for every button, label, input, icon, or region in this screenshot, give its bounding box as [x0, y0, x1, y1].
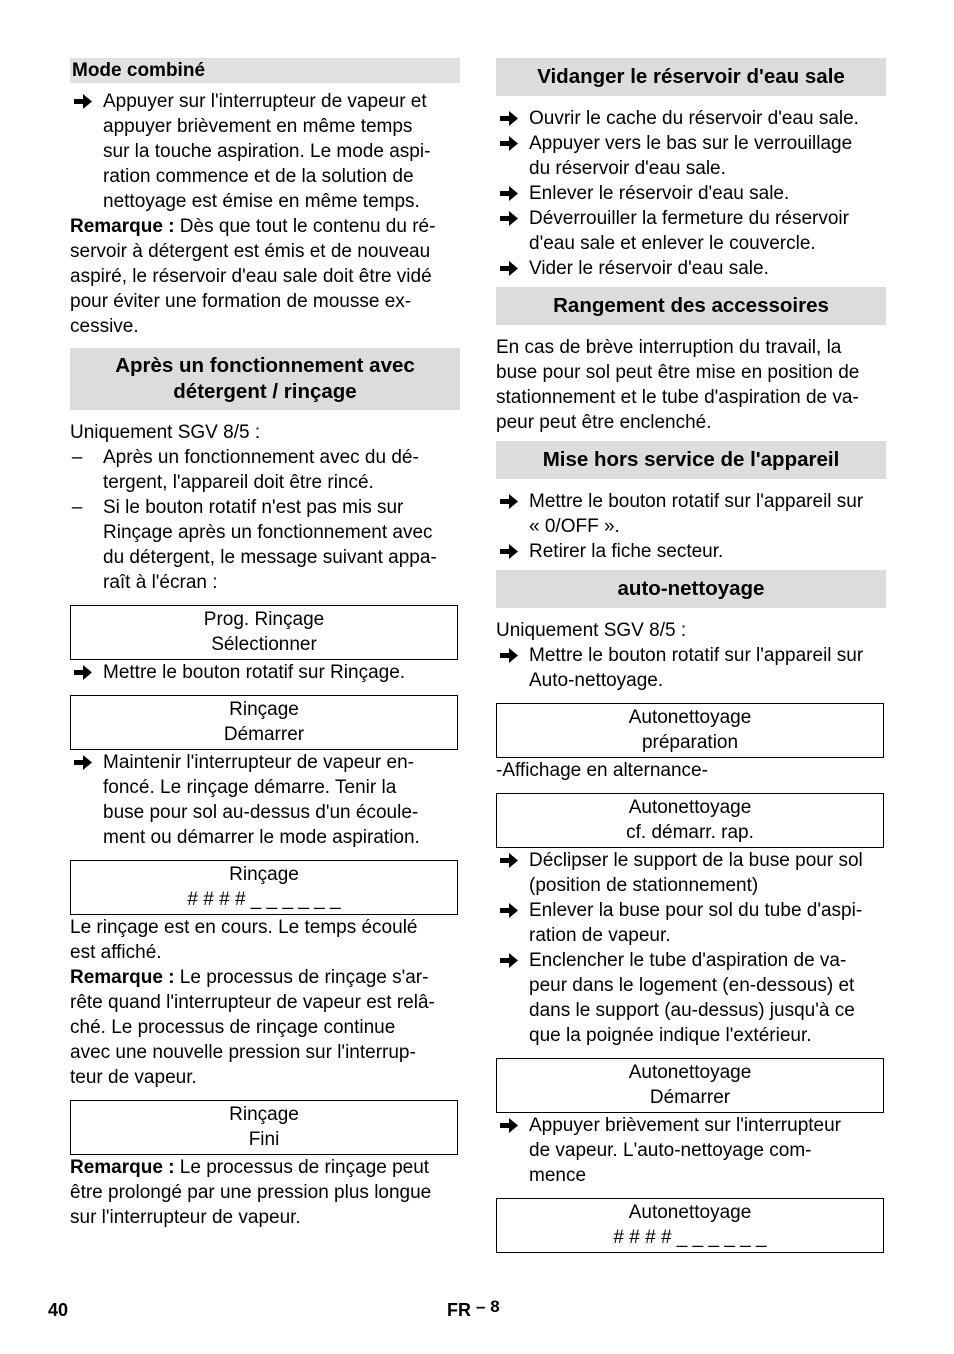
- text-line: rête quand l'interrupteur de vapeur est relâ-: [70, 992, 435, 1013]
- display-box: [70, 860, 458, 915]
- text-line: cessive.: [70, 316, 139, 337]
- list-item: [496, 848, 886, 898]
- list-item: [496, 131, 886, 181]
- note-label: Remarque :: [70, 216, 175, 237]
- arrow-right-icon: [498, 206, 520, 231]
- arrow-right-icon: [498, 848, 520, 873]
- arrow-right-icon: [72, 750, 94, 775]
- arrow-right-icon: [498, 181, 520, 206]
- mode-combine-heading: Mode combiné: [70, 58, 460, 83]
- left-column: [70, 58, 460, 1230]
- display-line: Prog. Rinçage: [203, 609, 325, 630]
- text-line: aspiré, le réservoir d'eau sale doit être vidé: [70, 266, 432, 287]
- display-line: Autonettoyage: [628, 707, 752, 728]
- auto-nettoyage-heading: auto-nettoyage: [496, 570, 886, 608]
- rangement-text: [496, 335, 886, 435]
- list-item: [496, 539, 886, 564]
- text-line: appuyer brièvement en même temps: [103, 116, 413, 137]
- text-line: Appuyer brièvement sur l'interrupteur: [529, 1115, 841, 1136]
- text-line: foncé. Le rinçage démarre. Tenir la: [103, 777, 397, 798]
- text-line: buse pour sol peut être mise en position de: [496, 362, 860, 383]
- note-label: Remarque :: [70, 967, 175, 988]
- display-line: Rinçage: [229, 1104, 299, 1125]
- heading-line: Après un fonctionnement avec: [115, 354, 415, 377]
- heading-line: détergent / rinçage: [173, 380, 357, 403]
- display-line: préparation: [641, 732, 739, 753]
- text-line: Retirer la fiche secteur.: [529, 541, 724, 562]
- list-item: [496, 948, 886, 1048]
- text-line: Rinçage après un fonctionnement avec: [103, 522, 433, 543]
- text-line: Après un fonctionnement avec du dé-: [103, 447, 419, 468]
- intro-text: Uniquement SGV 8/5 :: [70, 422, 261, 443]
- text-line: « 0/OFF ».: [529, 516, 620, 537]
- text-line: ration de vapeur.: [529, 925, 671, 946]
- display-box: [70, 1100, 458, 1155]
- display-line: cf. démarr. rap.: [626, 822, 754, 843]
- display-line: Rinçage: [229, 699, 299, 720]
- text-line: ché. Le processus de rinçage continue: [70, 1017, 396, 1038]
- list-item: [496, 489, 886, 539]
- note-mode-combine: [70, 214, 460, 339]
- list-item: [496, 256, 886, 281]
- text-line: du réservoir d'eau sale.: [529, 158, 726, 179]
- display-box: [496, 703, 884, 758]
- text-line: mence: [529, 1165, 587, 1186]
- arrow-right-icon: [72, 89, 94, 114]
- text-line: Appuyer vers le bas sur le verrouillage: [529, 133, 853, 154]
- text-line: Dès que tout le contenu du ré-: [174, 216, 436, 237]
- text-line: stationnement et le tube d'aspiration de va-: [496, 387, 859, 408]
- page-footer-label: [447, 1298, 500, 1323]
- text-line: être prolongé par une pression plus longue: [70, 1182, 432, 1203]
- intro-text: Uniquement SGV 8/5 :: [496, 620, 687, 641]
- text-line: Le processus de rinçage s'ar-: [174, 967, 429, 988]
- right-column: [496, 58, 886, 1253]
- text-line: pour éviter une formation de mousse ex-: [70, 291, 412, 312]
- display-box: [496, 793, 884, 848]
- text-line: peur dans le logement (en-dessous) et: [529, 975, 855, 996]
- text-line: sur l'interrupteur de vapeur.: [70, 1207, 301, 1228]
- arrow-right-icon: [498, 131, 520, 156]
- dash-item: [70, 445, 460, 495]
- text-line: raît à l'écran :: [103, 572, 218, 593]
- text-line: d'eau sale et enlever le couvercle.: [529, 233, 816, 254]
- text-line: de vapeur. L'auto-nettoyage com-: [529, 1140, 812, 1161]
- arrow-right-icon: [498, 539, 520, 564]
- step-rotary-rincage: [70, 660, 460, 685]
- arrow-right-icon: [72, 660, 94, 685]
- dash-bullet: –: [71, 497, 83, 518]
- text-line: Le rinçage est en cours. Le temps écoulé: [70, 917, 418, 938]
- display-line: Rinçage: [229, 864, 299, 885]
- text-line: du détergent, le message suivant appa-: [103, 547, 437, 568]
- text-line: Déclipser le support de la buse pour sol: [529, 850, 863, 871]
- display-box: [496, 1058, 884, 1113]
- progress-text: [70, 915, 460, 965]
- list-item: [496, 206, 886, 256]
- text-line: servoir à détergent est émis et de nouveau: [70, 241, 431, 262]
- arrow-right-icon: [498, 489, 520, 514]
- display-line: Sélectionner: [211, 634, 317, 655]
- list-item: [496, 106, 886, 131]
- display-line: # # # # _ _ _ _ _ _: [613, 1227, 767, 1248]
- display-line: # # # # _ _ _ _ _ _: [187, 889, 341, 910]
- display-line: Autonettoyage: [628, 1202, 752, 1223]
- rangement-heading: Rangement des accessoires: [496, 287, 886, 325]
- arrow-right-icon: [498, 1113, 520, 1138]
- text-line: tergent, l'appareil doit être rincé.: [103, 472, 374, 493]
- note-prolong: [70, 1155, 460, 1230]
- note-label: Remarque :: [70, 1157, 175, 1178]
- text-line: dans le support (au-dessus) jusqu'à ce: [529, 1000, 855, 1021]
- text-line: En cas de brève interruption du travail, la: [496, 337, 842, 358]
- text-line: Maintenir l'interrupteur de vapeur en-: [103, 752, 414, 773]
- text-line: Appuyer sur l'interrupteur de vapeur et: [103, 91, 427, 112]
- vidanger-heading: Vidanger le réservoir d'eau sale: [496, 58, 886, 96]
- text-line: Mettre le bouton rotatif sur l'appareil sur: [529, 645, 864, 666]
- list-item: [496, 898, 886, 948]
- display-line: Démarrer: [223, 724, 305, 745]
- text-line: Auto-nettoyage.: [529, 670, 664, 691]
- step-mode-combine: [70, 89, 460, 214]
- text-line: Vider le réservoir d'eau sale.: [529, 258, 769, 279]
- arrow-right-icon: [498, 948, 520, 973]
- text-line: Si le bouton rotatif n'est pas mis sur: [103, 497, 404, 518]
- apres-heading: [70, 348, 460, 410]
- text-line: avec une nouvelle pression sur l'interrup-: [70, 1042, 416, 1063]
- page-number: 40: [48, 1300, 69, 1320]
- dash-bullet: –: [71, 447, 83, 468]
- text-line: que la poignée indique l'extérieur.: [529, 1025, 812, 1046]
- text-line: est affiché.: [70, 942, 162, 963]
- text-line: Mettre le bouton rotatif sur Rinçage.: [103, 662, 406, 683]
- text-line: Enlever le réservoir d'eau sale.: [529, 183, 790, 204]
- display-line: Fini: [248, 1129, 280, 1150]
- display-line: Démarrer: [649, 1087, 731, 1108]
- list-item: [496, 181, 886, 206]
- mise-hors-service-heading: Mise hors service de l'appareil: [496, 441, 886, 479]
- display-line: Autonettoyage: [628, 797, 752, 818]
- arrow-right-icon: [498, 256, 520, 281]
- text-line: buse pour sol au-dessus d'un écoule-: [103, 802, 419, 823]
- text-line: Ouvrir le cache du réservoir d'eau sale.: [529, 108, 859, 129]
- display-box: [70, 605, 458, 660]
- text-line: Mettre le bouton rotatif sur l'appareil sur: [529, 491, 864, 512]
- note-rincage: [70, 965, 460, 1090]
- text-line: Enclencher le tube d'aspiration de va-: [529, 950, 847, 971]
- text-line: peur peut être enclenché.: [496, 412, 712, 433]
- section-number: – 8: [476, 1297, 500, 1316]
- text-line: teur de vapeur.: [70, 1067, 197, 1088]
- text-line: nettoyage est émise en même temps.: [103, 191, 420, 212]
- arrow-right-icon: [498, 643, 520, 668]
- text-line: Enlever la buse pour sol du tube d'aspi-: [529, 900, 863, 921]
- language-code: FR: [447, 1300, 471, 1320]
- text-line: ment ou démarrer le mode aspiration.: [103, 827, 420, 848]
- step-hold-steam: [70, 750, 460, 850]
- list-item: [496, 643, 886, 693]
- dash-item: [70, 495, 460, 595]
- list-item: [496, 1113, 886, 1188]
- alternance-text: -Affichage en alternance-: [496, 760, 708, 781]
- display-line: Autonettoyage: [628, 1062, 752, 1083]
- text-line: Déverrouiller la fermeture du réservoir: [529, 208, 849, 229]
- display-box: [70, 695, 458, 750]
- arrow-right-icon: [498, 898, 520, 923]
- text-line: Le processus de rinçage peut: [174, 1157, 430, 1178]
- arrow-right-icon: [498, 106, 520, 131]
- text-line: (position de stationnement): [529, 875, 759, 896]
- display-box: [496, 1198, 884, 1253]
- text-line: ration commence et de la solution de: [103, 166, 414, 187]
- text-line: sur la touche aspiration. Le mode aspi-: [103, 141, 431, 162]
